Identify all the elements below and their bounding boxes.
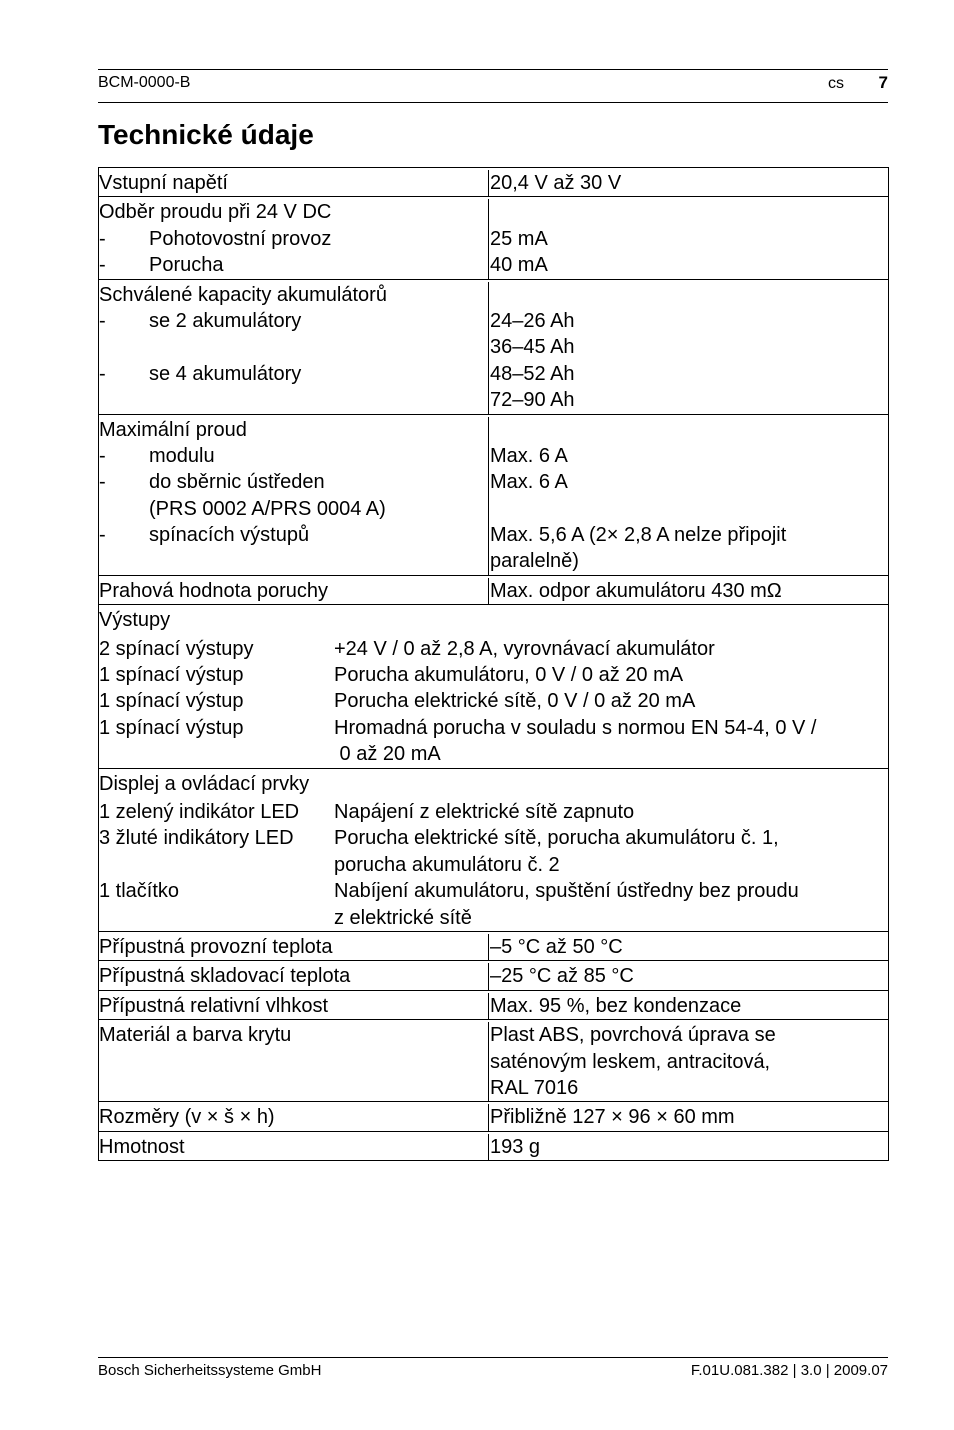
indicator-desc-cont: z elektrické sítě (334, 906, 472, 929)
page-header (98, 69, 888, 103)
indicator-desc-cont: porucha akumulátoru č. 2 (334, 853, 560, 876)
row-label: Přípustná provozní teplota (99, 935, 333, 958)
output-type: 1 spínací výstup (99, 690, 244, 713)
row-fault-threshold (98, 576, 889, 605)
list-dash: - (99, 227, 106, 250)
row-label: Materiál a barva krytu (99, 1024, 292, 1047)
output-desc: +24 V / 0 až 2,8 A, vyrovnávací akumulátor (334, 637, 715, 660)
row-value: 193 g (490, 1135, 541, 1158)
row-current-consumption (98, 197, 889, 279)
row-value: RAL 7016 (490, 1076, 579, 1099)
indicator-desc: Nabíjení akumulátoru, spuštění ústředny bez proudu (334, 880, 799, 903)
row-housing (98, 1020, 889, 1102)
indicator-type: 1 zelený indikátor LED (99, 800, 300, 823)
sub-label-bus-models: (PRS 0002 A/PRS 0004 A) (149, 497, 386, 520)
spec-table (98, 167, 889, 1161)
row-value: Plast ABS, povrchová úprava se (490, 1024, 776, 1047)
sub-label-bus: do sběrnic ústředen (149, 471, 325, 494)
value-outputs-b: paralelně) (490, 550, 579, 573)
value-four-batteries-a: 48–52 Ah (490, 362, 575, 385)
indicator-type: 3 žluté indikátory LED (99, 827, 294, 850)
row-label: Maximální proud (99, 418, 247, 441)
company-name: Bosch Sicherheitssysteme GmbH (98, 1362, 322, 1379)
row-display-controls (98, 769, 889, 932)
list-dash: - (99, 444, 106, 467)
value-fault: 40 mA (490, 254, 548, 277)
row-outputs (98, 605, 889, 768)
row-storage-temp (98, 961, 889, 990)
value-standby: 25 mA (490, 227, 548, 250)
language-code: cs (828, 75, 844, 92)
row-label: Přípustná skladovací teplota (99, 965, 351, 988)
value-two-batteries-b: 36–45 Ah (490, 336, 575, 359)
row-battery-capacities (98, 280, 889, 415)
indicator-desc: Napájení z elektrické sítě zapnuto (334, 800, 635, 823)
output-type: 2 spínací výstupy (99, 637, 254, 660)
row-operating-temp (98, 932, 889, 961)
row-value: 20,4 V až 30 V (490, 172, 622, 194)
row-value: –5 °C až 50 °C (490, 935, 623, 958)
row-label: Hmotnost (99, 1135, 185, 1158)
page-footer (98, 1357, 888, 1386)
value-module: Max. 6 A (490, 444, 568, 467)
document-id: BCM-0000-B (98, 74, 191, 91)
indicator-type: 1 tlačítko (99, 880, 180, 903)
row-label: Odběr proudu při 24 V DC (99, 201, 332, 224)
value-four-batteries-b: 72–90 Ah (490, 389, 575, 412)
page-number: 7 (878, 73, 888, 92)
row-label: Výstupy (99, 609, 171, 632)
section-title: Technické údaje (98, 119, 314, 150)
sub-label-fault: Porucha (149, 254, 224, 277)
row-value: –25 °C až 85 °C (490, 965, 634, 988)
indicator-desc: Porucha elektrické sítě, porucha akumulátoru č. 1, (334, 827, 779, 850)
output-desc: Porucha elektrické sítě, 0 V / 0 až 20 mA (334, 690, 696, 713)
sub-label-module: modulu (149, 444, 215, 467)
list-dash: - (99, 471, 106, 494)
value-outputs-a: Max. 5,6 A (2× 2,8 A nelze připojit (490, 524, 787, 547)
row-label: Prahová hodnota poruchy (99, 579, 329, 602)
output-type: 1 spínací výstup (99, 664, 244, 687)
row-input-voltage (98, 167, 889, 197)
row-label: Schválené kapacity akumulátorů (99, 283, 387, 306)
output-desc: Hromadná porucha v souladu s normou EN 54-4, 0 V / (334, 716, 817, 739)
list-dash: - (99, 362, 106, 385)
value-two-batteries-a: 24–26 Ah (490, 309, 575, 332)
row-value: Max. 95 %, bez kondenzace (490, 994, 742, 1017)
row-max-current (98, 415, 889, 576)
document-reference: F.01U.081.382 | 3.0 | 2009.07 (690, 1362, 888, 1379)
list-dash: - (99, 309, 106, 332)
row-value: Přibližně 127 × 96 × 60 mm (490, 1106, 735, 1129)
list-dash: - (99, 254, 106, 277)
sub-label-four-batteries: se 4 akumulátory (149, 362, 302, 385)
row-label: Rozměry (v × š × h) (99, 1106, 275, 1129)
row-humidity (98, 991, 889, 1020)
sub-label-two-batteries: se 2 akumulátory (149, 309, 302, 332)
sub-label-standby: Pohotovostní provoz (149, 227, 332, 250)
output-desc-cont: 0 až 20 mA (334, 743, 441, 766)
output-desc: Porucha akumulátoru, 0 V / 0 až 20 mA (334, 664, 684, 687)
output-type: 1 spínací výstup (99, 716, 244, 739)
row-label: Vstupní napětí (99, 172, 228, 194)
sub-label-outputs: spínacích výstupů (149, 524, 310, 547)
row-weight (98, 1132, 889, 1161)
row-label: Přípustná relativní vlhkost (99, 994, 328, 1017)
row-dimensions (98, 1102, 889, 1131)
row-label: Displej a ovládací prvky (99, 772, 310, 795)
value-bus: Max. 6 A (490, 471, 568, 494)
list-dash: - (99, 524, 106, 547)
row-value: Max. odpor akumulátoru 430 mΩ (490, 579, 782, 602)
row-value: saténovým leskem, antracitová, (490, 1050, 771, 1073)
